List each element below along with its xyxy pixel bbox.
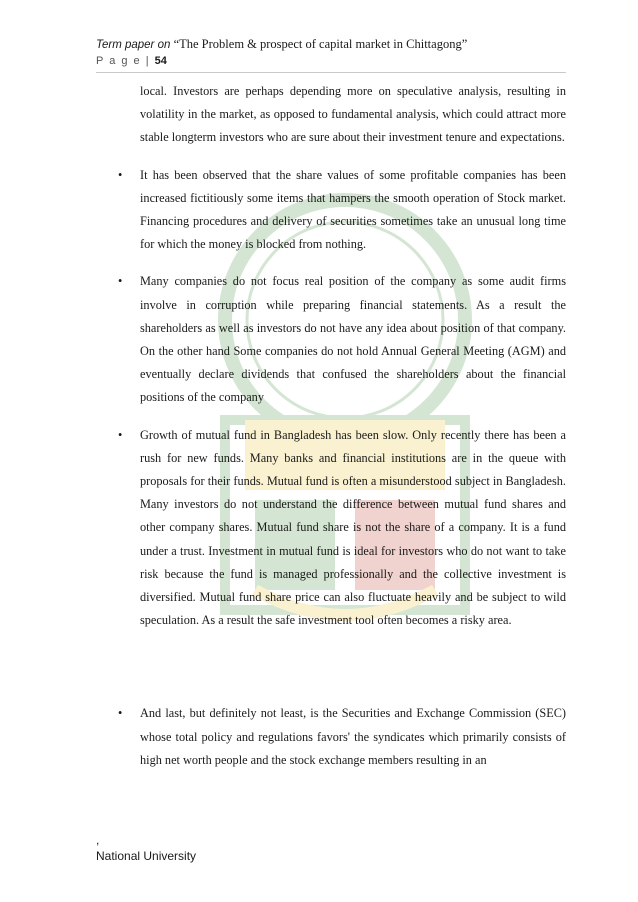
header-divider [96,72,566,73]
list-item [96,164,566,257]
page-body [96,80,566,772]
spacer [96,632,566,688]
bullet-marker: • [118,167,123,182]
footer-mark: , [96,833,100,847]
intro-paragraph: local. Investors are perhaps depending more on speculative analysis, resulting in volatility in the market, as opposed to fundamental analysis, which could attract more stable longterm investors who are sure about their investment tenure and expectations. [140,84,566,145]
list-item [96,424,566,633]
header-title [96,36,566,53]
page-header [96,36,566,69]
header-title-prefix: Term paper on [96,39,171,51]
bullet-text: And last, but definitely not least, is the Securities and Exchange Commission (SEC) whose total policy and regulations favors' the syndicates which primarily consists of high net worth people and the stock exchange members resulting in an [140,706,566,767]
page-footer [96,832,196,864]
bullet-text: Growth of mutual fund in Bangladesh has been slow. Only recently there has been a rush for new funds. Many banks and financial institutions are in the queue with proposals for their funds. Mutual fund is often a misunderstood subject in Bangladesh. Many investors do not understand the difference between mutual fund shares and other company shares. Mutual fund share is not the share of a company. It is a fund under a trust. Investment in mutual fund is ideal for investors who do not want to take risk because the fund is managed professionally and the collective investment is diversified. Mutual fund share price can also fluctuate heavily and be subject to wild speculation. As a result the safe investment tool often becomes a risky area. [140,427,566,628]
bullet-marker: • [118,274,123,289]
list-item [96,270,566,409]
bullet-marker: • [118,427,123,442]
bullet-text: Many companies do not focus real position of the company as some audit firms involve in corruption while preparing financial statements. As a result the shareholders as well as investors do not have any idea about position of that company. On the other hand Some companies do not hold Annual General Meeting (AGM) and eventually declare dividends that confused the shareholders about the financial positions of the company [140,274,566,405]
header-title-text: “The Problem & prospect of capital market in Chittagong” [173,37,468,51]
page-label: P a g e [96,55,142,67]
page-number-line [96,53,566,69]
bullet-marker: • [118,706,123,721]
list-item [96,702,566,772]
bullet-text: It has been observed that the share values of some profitable companies has been increased fictitiously some items that hampers the smooth operation of Stock market. Financing procedures and delivery of securities sometimes take an unusual long time for which the money is blocked from nothing. [140,167,566,252]
page-separator: | [145,55,151,67]
page-number: 54 [154,55,167,67]
footer-institution: National University [96,849,197,863]
